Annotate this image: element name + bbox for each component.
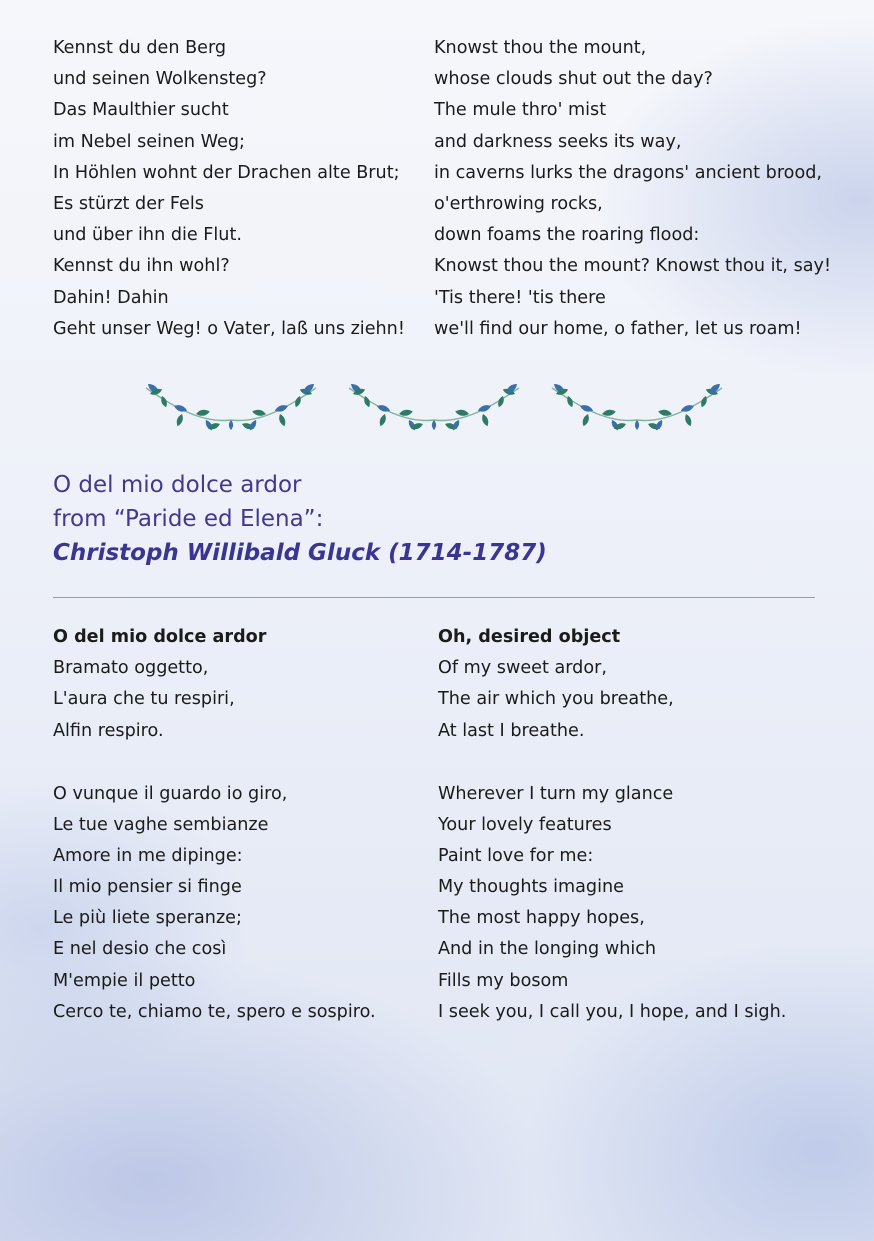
verse-line: Of my sweet ardor, xyxy=(438,658,607,679)
leaf-shape xyxy=(432,420,436,430)
leaf-shape xyxy=(378,413,388,427)
verse-line: und seinen Wolkensteg? xyxy=(53,69,267,90)
verse-line: The most happy hopes, xyxy=(438,908,645,929)
verse-line: My thoughts imagine xyxy=(438,877,624,898)
verse-line: Geht unser Weg! o Vater, laß uns ziehn! xyxy=(53,318,405,339)
verse-line: At last I breathe. xyxy=(438,720,585,741)
verse-line: O vunque il guardo io giro, xyxy=(53,783,288,804)
verse-line: im Nebel seinen Weg; xyxy=(53,131,245,152)
vine-stroke xyxy=(349,388,519,421)
leaf-shape xyxy=(277,413,287,427)
leaf-garland-icon xyxy=(343,374,525,438)
verse-line: Knowst thou the mount, xyxy=(434,38,647,58)
verse-line: we'll find our home, o father, let us roam! xyxy=(434,318,802,339)
verse-line: Bramato oggetto, xyxy=(53,658,209,679)
verse-line: whose clouds shut out the day? xyxy=(434,69,713,90)
leaf-shape xyxy=(229,420,233,430)
verse-line: Le più liete speranze; xyxy=(53,908,242,929)
stanza-break xyxy=(438,747,786,779)
verse-line: Wherever I turn my glance xyxy=(438,783,674,804)
leaf-shape xyxy=(635,420,639,430)
verse-line: Alfin respiro. xyxy=(53,720,164,741)
stanza-break xyxy=(53,747,376,779)
verse-line: Amore in me dipinge: xyxy=(53,845,243,866)
vine-stroke xyxy=(146,388,316,421)
leaf-garland-icon xyxy=(140,374,322,438)
english-verse-column xyxy=(434,33,831,345)
ornament-divider xyxy=(140,374,730,438)
leaf-garland-icon xyxy=(546,374,728,438)
italian-verse-column xyxy=(53,622,376,1028)
verse-line: Le tue vaghe sembianze xyxy=(53,814,269,835)
vine-stroke xyxy=(552,388,722,421)
verse-line: Knowst thou the mount? Knowst thou it, say! xyxy=(434,256,831,277)
verse-line: Kennst du ihn wohl? xyxy=(53,256,230,277)
verse-line: Dahin! Dahin xyxy=(53,287,169,308)
verse-line: M'empie il petto xyxy=(53,970,196,991)
verse-line: and darkness seeks its way, xyxy=(434,131,682,152)
leaf-shape xyxy=(175,413,185,427)
verse-line: Das Maulthier sucht xyxy=(53,100,229,121)
aria-title: O del mio dolce ardor xyxy=(53,472,302,498)
verse-line: down foams the roaring flood: xyxy=(434,225,700,246)
verse-line: Fills my bosom xyxy=(438,970,569,991)
german-verse-column xyxy=(53,33,405,345)
verse-line: o'erthrowing rocks, xyxy=(434,193,603,214)
leaf-shape xyxy=(480,413,490,427)
leaf-shape xyxy=(581,413,591,427)
verse-line: E nel desio che così xyxy=(53,939,227,960)
verse-line: in caverns lurks the dragons' ancient brood, xyxy=(434,162,822,183)
verse-line: 'Tis there! 'tis there xyxy=(434,287,606,308)
verse-heading: Oh, desired object xyxy=(438,627,621,647)
aria-source: from “Paride ed Elena”: xyxy=(53,506,324,532)
verse-line: und über ihn die Flut. xyxy=(53,225,242,246)
verse-line: L'aura che tu respiri, xyxy=(53,689,235,710)
composer-name: Christoph Willibald Gluck (1714-1787) xyxy=(53,540,547,566)
verse-line: Paint love for me: xyxy=(438,845,594,866)
leaf-shape xyxy=(683,413,693,427)
verse-line: Es stürzt der Fels xyxy=(53,193,204,214)
verse-line: In Höhlen wohnt der Drachen alte Brut; xyxy=(53,162,400,183)
aria-title-block xyxy=(53,468,547,570)
verse-line: Il mio pensier si finge xyxy=(53,877,242,898)
verse-line: Kennst du den Berg xyxy=(53,38,227,58)
verse-line: I seek you, I call you, I hope, and I sigh. xyxy=(438,1001,787,1022)
verse-line: The mule thro' mist xyxy=(434,100,607,121)
verse-line: Your lovely features xyxy=(438,814,612,835)
verse-heading: O del mio dolce ardor xyxy=(53,627,267,647)
verse-line: And in the longing which xyxy=(438,939,657,960)
verse-line: Cerco te, chiamo te, spero e sospiro. xyxy=(53,1001,376,1022)
english-translation-column xyxy=(438,622,786,1028)
divider-line xyxy=(53,597,815,598)
verse-line: The air which you breathe, xyxy=(438,689,674,710)
